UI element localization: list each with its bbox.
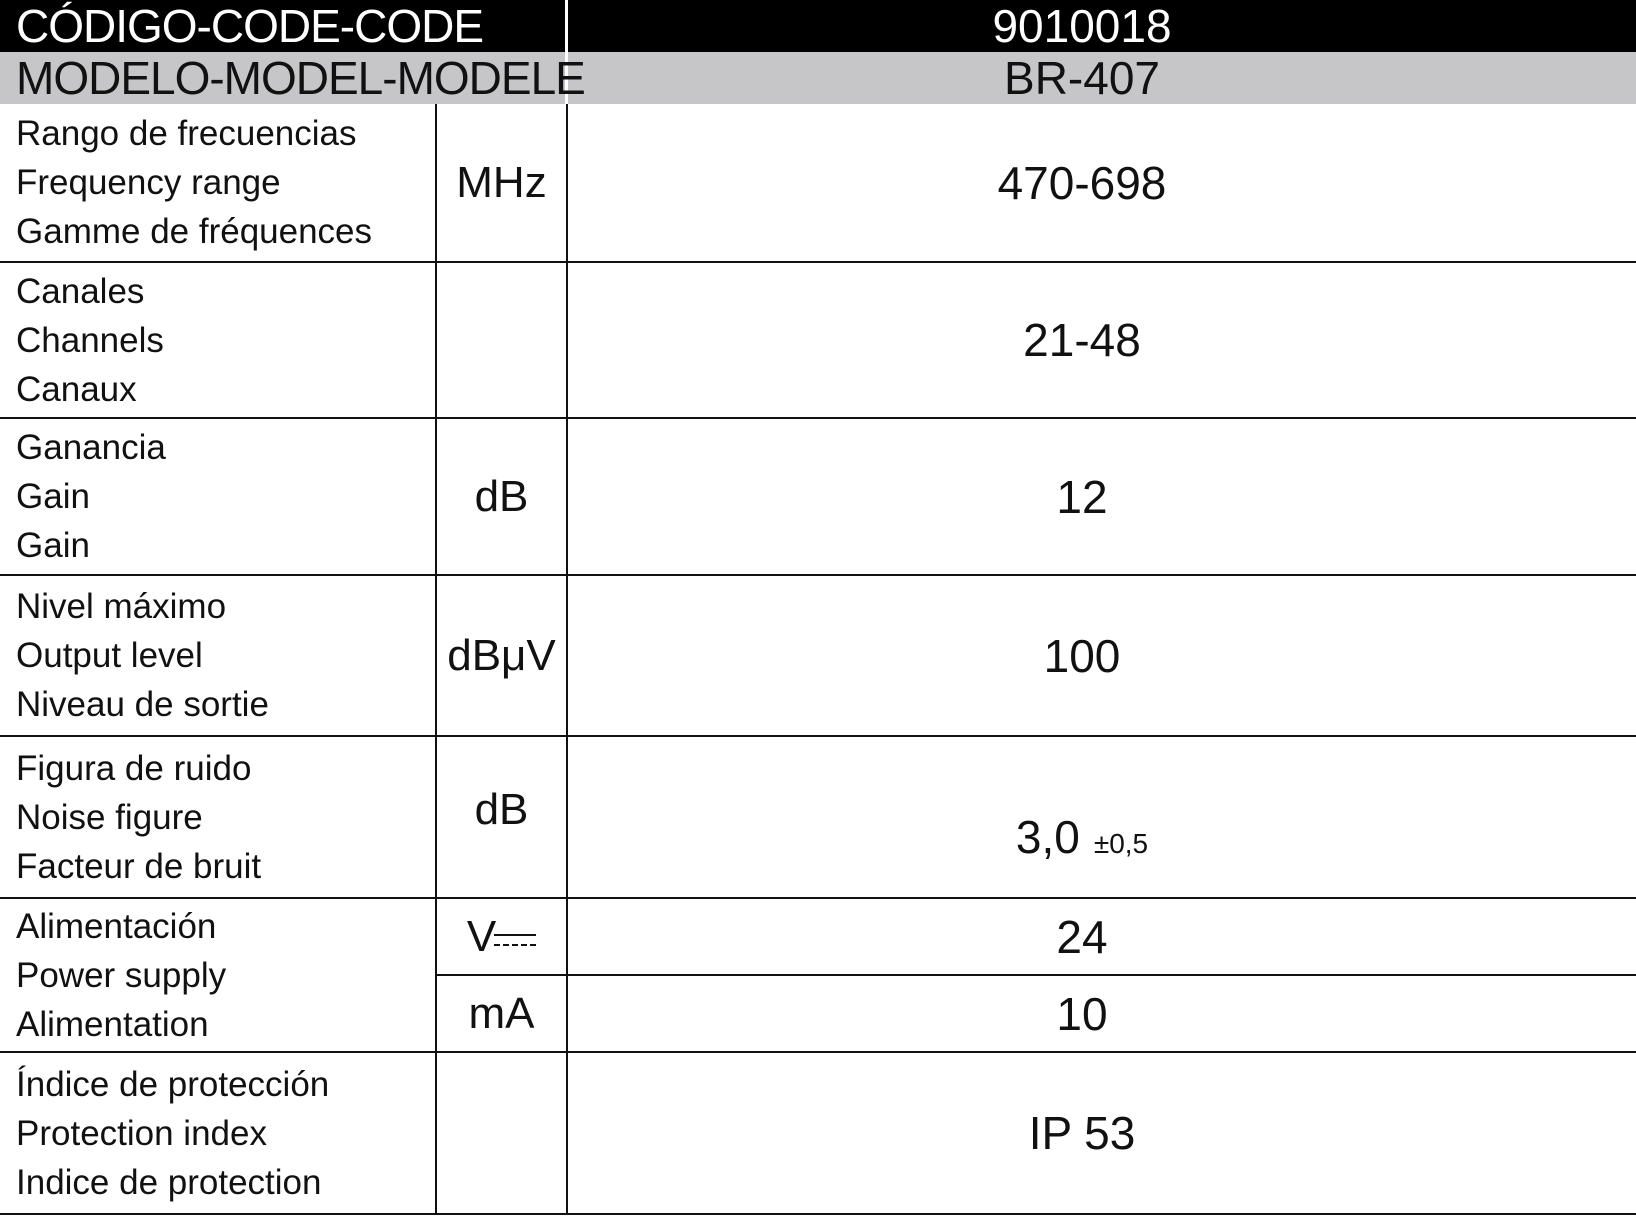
row-label: [16, 419, 166, 574]
direct-current-icon: [494, 930, 536, 950]
row-label: [16, 104, 372, 261]
model-bar: [0, 52, 1636, 104]
row-value: 21-48: [1023, 314, 1141, 366]
row-value: 12: [1056, 470, 1108, 523]
row-output-level: [0, 576, 1636, 737]
label-es: Rango de frecuencias: [16, 114, 357, 153]
label-fr: Gamme de fréquences: [16, 212, 373, 251]
label-fr: Facteur de bruit: [16, 846, 262, 886]
row-label: [16, 737, 261, 897]
row-value: 470-698: [997, 156, 1167, 209]
label-fr: Canaux: [16, 369, 137, 409]
row-unit: dB: [435, 419, 568, 574]
label-en: Protection index: [16, 1113, 267, 1153]
label-es: Alimentación: [16, 906, 217, 946]
row-unit: [435, 1053, 568, 1213]
row-noise-figure: [0, 737, 1636, 899]
row-value: [568, 737, 1636, 897]
label-es: Índice de protección: [16, 1064, 330, 1104]
label-fr: Niveau de sortie: [16, 685, 269, 724]
row-value: 100: [1043, 629, 1121, 682]
label-fr: Gain: [16, 526, 90, 565]
voltage-unit: [435, 899, 568, 975]
label-en: Output level: [16, 636, 203, 675]
label-fr: Indice de protection: [16, 1162, 322, 1202]
noise-tolerance: ±0,5: [1093, 828, 1149, 859]
label-es: Canales: [16, 271, 145, 311]
current-unit: mA: [435, 976, 568, 1051]
label-en: Frequency range: [16, 163, 281, 202]
row-unit: dB: [435, 737, 568, 897]
current-value: 10: [1056, 987, 1108, 1040]
code-label: CÓDIGO-CODE-CODE: [0, 0, 568, 52]
code-bar: [0, 0, 1636, 52]
row-label: [16, 899, 226, 1051]
row-gain: [0, 419, 1636, 576]
label-es: Nivel máximo: [16, 587, 227, 626]
code-value: 9010018: [992, 0, 1172, 52]
label-fr: Alimentation: [16, 1004, 209, 1044]
label-en: Channels: [16, 320, 164, 360]
label-en: Power supply: [16, 955, 227, 995]
row-channels: [0, 263, 1636, 419]
voltage-unit-letter: V: [466, 912, 497, 961]
voltage-unit-symbol: [467, 912, 536, 962]
row-unit: MHz: [435, 104, 568, 261]
voltage-value: 24: [1056, 911, 1108, 963]
row-label: [16, 576, 269, 735]
label-en: Gain: [16, 477, 90, 516]
label-es: Figura de ruido: [16, 748, 252, 788]
model-label: MODELO-MODEL-MODELE: [0, 52, 568, 104]
row-value: IP 53: [1028, 1107, 1136, 1159]
label-es: Ganancia: [16, 428, 166, 467]
row-unit: dBμV: [435, 576, 568, 735]
model-value: BR-407: [1004, 52, 1160, 104]
row-label: [16, 1053, 329, 1213]
row-frequency-range: [0, 104, 1636, 263]
noise-value: 3,0: [1015, 811, 1080, 863]
row-label: [16, 263, 164, 417]
row-protection-index: [0, 1053, 1636, 1215]
label-en: Noise figure: [16, 797, 203, 837]
row-unit: [435, 263, 568, 417]
row-power-supply: [0, 899, 1636, 1053]
